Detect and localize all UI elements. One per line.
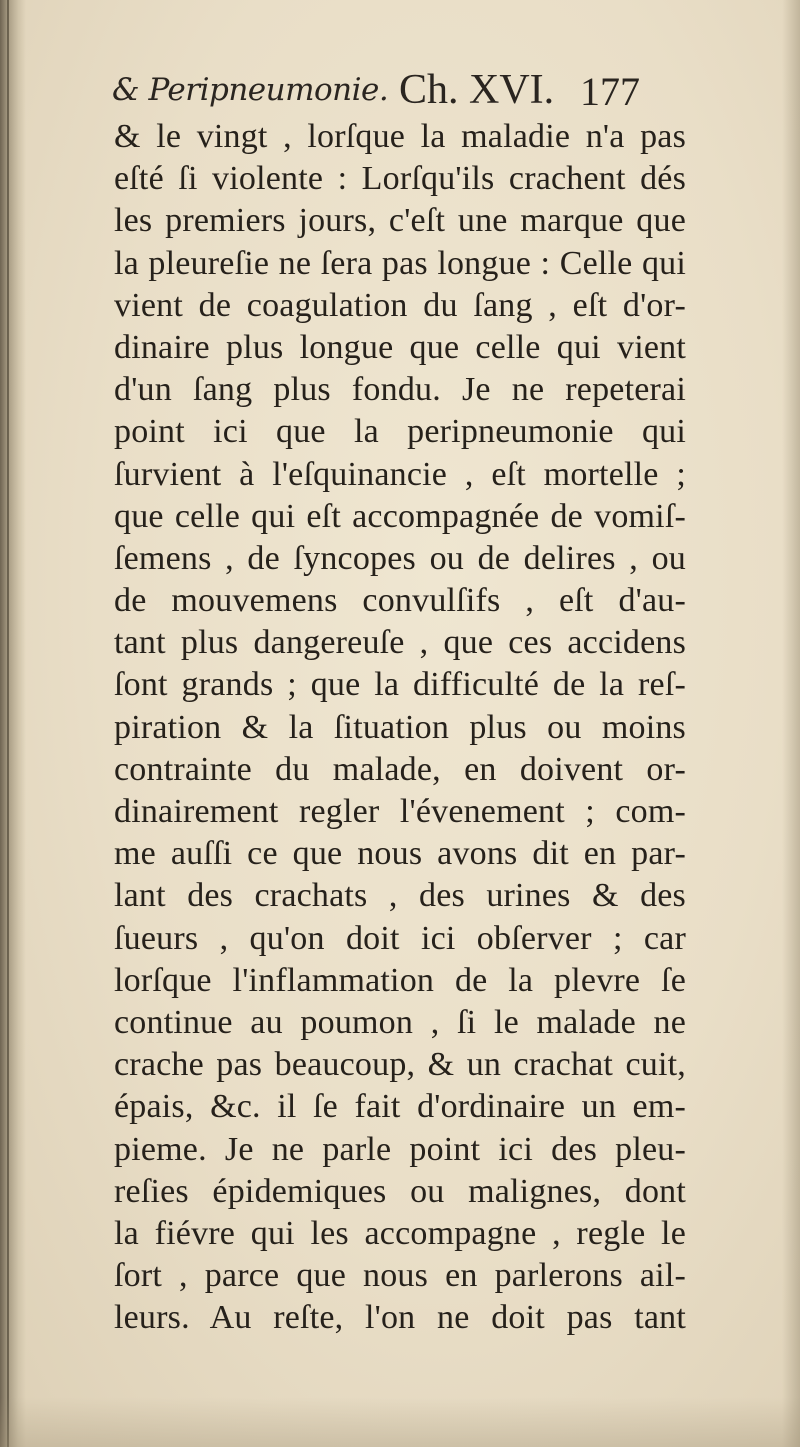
- text-line: ſort , parce que nous en parlerons ail-: [114, 1257, 686, 1295]
- text-line: dinaire plus longue que celle qui vient: [114, 328, 686, 366]
- text-line: piration & la ſituation plus ou moins: [114, 708, 686, 746]
- text-line: de mouvemens convulſifs , eſt d'au-: [114, 582, 686, 620]
- text-line: tant plus dangereuſe , que ces accidens: [114, 624, 686, 662]
- text-line: dinairement regler l'évenement ; com-: [114, 793, 686, 830]
- text-line: & le vingt , lorſque la maladie n'a pas: [114, 118, 686, 155]
- text-line: la fiévre qui les accompagne , regle le: [114, 1214, 686, 1252]
- chapter-label: Ch. XVI.: [399, 67, 555, 113]
- text-line: crache pas beaucoup, & un crachat cuit,: [114, 1046, 686, 1084]
- binding-edge-line: [7, 0, 9, 1447]
- text-line: ſurvient à l'eſquinancie , eſt mortelle ;: [114, 455, 686, 493]
- running-header: [112, 66, 692, 122]
- running-title: & Peripneumonie.: [112, 72, 389, 108]
- text-line: d'un ſang plus fondu. Je ne repeterai: [114, 371, 686, 409]
- text-line: pieme. Je ne parle point ici des pleu-: [114, 1130, 686, 1168]
- text-line: ſueurs , qu'on doit ici obſerver ; car: [114, 919, 686, 957]
- text-line: lant des crachats , des urines & des: [114, 877, 686, 915]
- page-edge-shadow: [782, 0, 800, 1447]
- text-line: contrainte du malade, en doivent or-: [114, 750, 686, 788]
- text-line: la pleureſie ne ſera pas longue : Celle qui: [114, 244, 686, 282]
- text-line: leurs. Au reſte, l'on ne doit pas tant: [114, 1299, 686, 1337]
- text-line: continue au poumon , ſi le malade ne: [114, 1003, 686, 1041]
- text-line: épais, &c. il ſe fait d'ordinaire un em-: [114, 1088, 686, 1126]
- text-line: reſies épidemiques ou malignes, dont: [114, 1172, 686, 1210]
- text-line: ſont grands ; que la difficulté de la reſ-: [114, 666, 686, 704]
- page-bottom-shadow: [0, 1397, 800, 1447]
- text-line: les premiers jours, c'eſt une marque que: [114, 202, 686, 240]
- text-line: vient de coagulation du ſang , eſt d'or-: [114, 286, 686, 324]
- text-line: lorſque l'inflammation de la plevre ſe: [114, 961, 686, 999]
- text-line: eſté ſi violente : Lorſqu'ils crachent dés: [114, 160, 686, 198]
- text-line: que celle qui eſt accompagnée de vomiſ-: [114, 497, 686, 535]
- text-line: point ici que la peripneumonie qui: [114, 413, 686, 451]
- text-line: ſemens , de ſyncopes ou de delires , ou: [114, 539, 686, 577]
- page-number: 177: [580, 69, 640, 114]
- body-text: [114, 116, 686, 1339]
- binding-gutter: [0, 0, 26, 1447]
- text-line: me auſſi ce que nous avons dit en par-: [114, 835, 686, 873]
